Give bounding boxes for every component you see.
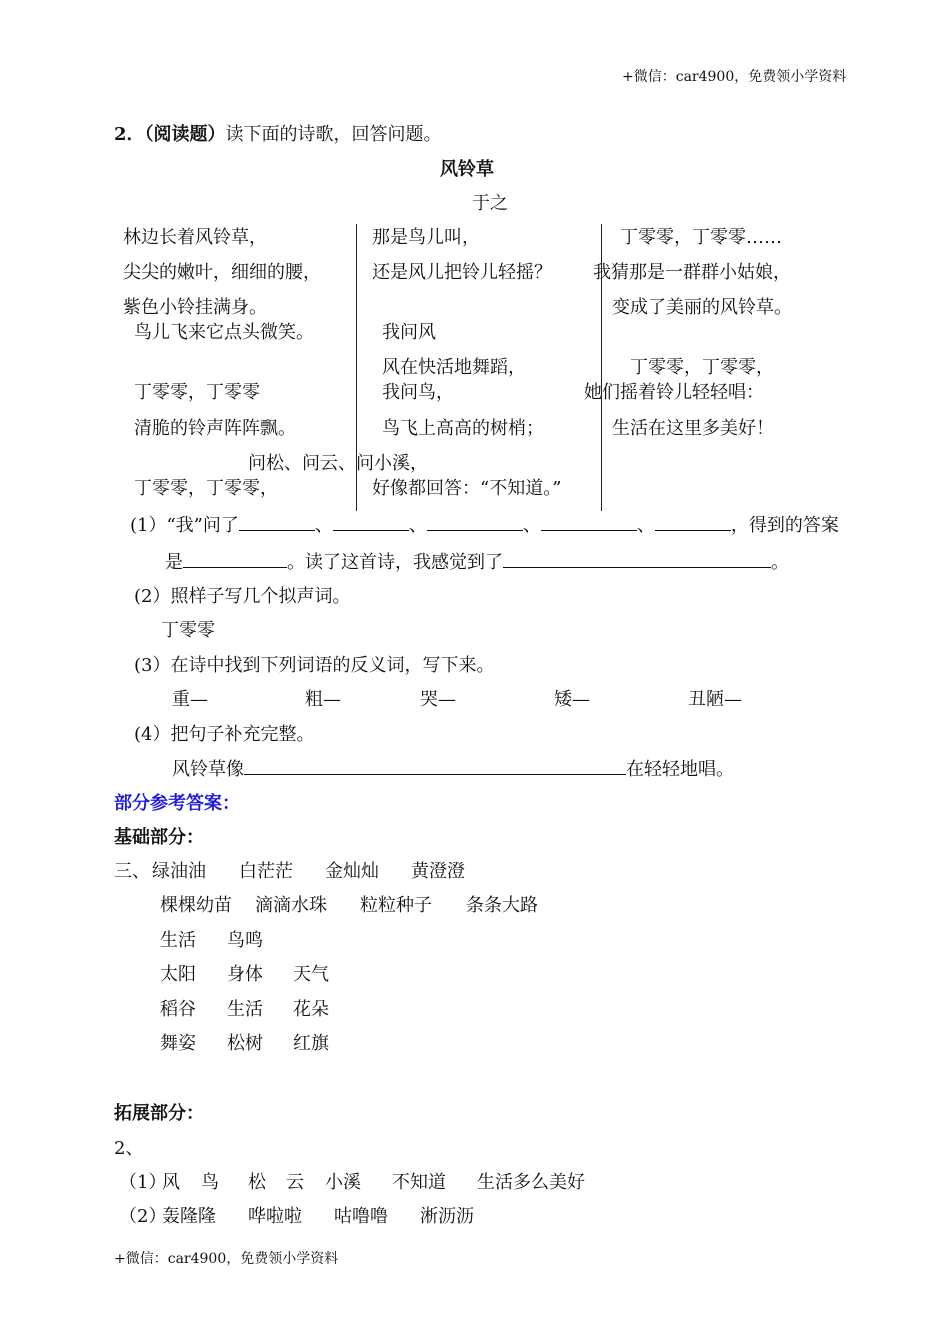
answer-word: 白茫茫 — [239, 861, 293, 882]
answer-blank[interactable] — [541, 514, 637, 531]
answer-word: 太阳 — [160, 964, 196, 985]
answer-word: 红旗 — [293, 1033, 329, 1054]
poem-title: 风铃草 — [440, 159, 494, 180]
sub-question-3: (3）在诗中找到下列词语的反义词，写下来。 — [134, 655, 495, 676]
ext-label: （1） — [119, 1172, 167, 1193]
antonym-item: 重— — [172, 689, 208, 710]
poem-line: 好像都回答：“不知道。” — [372, 478, 562, 499]
q1-text-a: (1）“我”问了 — [130, 515, 239, 536]
poem-line: 我问风 — [382, 322, 436, 343]
poem-line: 我猜那是一群群小姑娘， — [593, 262, 791, 283]
answer-word: 身体 — [227, 964, 263, 985]
answer-word: 鸟 — [201, 1172, 219, 1193]
poem-line: 我问鸟， — [382, 382, 454, 403]
footer-note: +微信：car4900，免费领小学资料 — [114, 1251, 339, 1267]
poem-line: 还是风儿把铃儿轻摇？ — [372, 262, 552, 283]
poem-author: 于之 — [472, 193, 508, 214]
answer-word: 黄澄澄 — [411, 861, 465, 882]
question-number: 2． — [114, 124, 145, 145]
extension-number: 2、 — [114, 1138, 144, 1159]
q4-text-b: 在轻轻地唱。 — [626, 759, 734, 780]
q1-sep: 、 — [522, 515, 541, 536]
basic-prefix: 三、 — [114, 861, 150, 882]
answer-word: 粒粒种子 — [360, 895, 432, 916]
answer-word: 花朵 — [293, 999, 329, 1020]
sub-question-1-cont — [165, 551, 789, 574]
poem-line: 丁零零，丁零零…… — [620, 227, 782, 248]
sub-question-2: (2）照样子写几个拟声词。 — [134, 586, 351, 607]
antonym-item: 粗— — [305, 689, 341, 710]
answer-blank[interactable] — [239, 514, 315, 531]
answer-blank[interactable] — [427, 514, 523, 531]
poem-line: 她们摇着铃儿轻轻唱： — [584, 382, 764, 403]
poem-line: 风在快活地舞蹈， — [382, 357, 526, 378]
answer-word: 生活 — [227, 999, 263, 1020]
answer-word: 稻谷 — [160, 999, 196, 1020]
q2-example: 丁零零 — [161, 620, 215, 641]
extension-heading: 拓展部分： — [114, 1103, 204, 1124]
answer-blank[interactable] — [655, 514, 731, 531]
antonym-item: 矮— — [554, 689, 590, 710]
q4-sentence — [172, 758, 734, 781]
antonym-item: 哭— — [420, 689, 456, 710]
ext-label: （2） — [119, 1206, 167, 1227]
answer-word: 轰隆隆 — [162, 1206, 216, 1227]
antonym-item: 丑陋— — [688, 689, 742, 710]
question-title — [114, 124, 442, 146]
answer-word: 松 — [248, 1172, 266, 1193]
answer-word: 天气 — [293, 964, 329, 985]
answer-word: 风 — [162, 1172, 180, 1193]
poem-line: 那是鸟儿叫， — [372, 227, 480, 248]
answer-word: 鸟鸣 — [227, 930, 263, 951]
poem-line: 尖尖的嫩叶，细细的腰， — [123, 262, 321, 283]
sub-question-1 — [130, 514, 839, 537]
answer-blank[interactable] — [183, 551, 287, 568]
basic-heading: 基础部分： — [114, 827, 204, 848]
answer-word: 绿油油 — [152, 861, 206, 882]
answer-word: 滴滴水珠 — [255, 895, 327, 916]
answer-word: 舞姿 — [160, 1033, 196, 1054]
question-tag: （阅读题） — [144, 124, 226, 145]
answer-word: 条条大路 — [466, 895, 538, 916]
q1-sep: 、 — [314, 515, 333, 536]
poem-line: 问松、问云、问小溪， — [248, 453, 428, 474]
answer-word: 生活 — [160, 930, 196, 951]
answer-word: 哗啦啦 — [248, 1206, 302, 1227]
answer-word: 小溪 — [325, 1172, 361, 1193]
answer-blank[interactable] — [333, 514, 409, 531]
poem-line: 清脆的铃声阵阵飘。 — [134, 418, 296, 439]
q1-sep: 、 — [636, 515, 655, 536]
q1-end: 。 — [771, 552, 789, 573]
poem-line: 鸟飞上高高的树梢； — [382, 418, 544, 439]
q1-text-b: ，得到的答案 — [730, 515, 839, 536]
answer-word: 金灿灿 — [325, 861, 379, 882]
answer-word: 淅沥沥 — [420, 1206, 474, 1227]
answer-word: 不知道 — [392, 1172, 446, 1193]
q1-sep: 、 — [408, 515, 427, 536]
q4-text-a: 风铃草像 — [172, 759, 244, 780]
question-prompt: 读下面的诗歌，回答问题。 — [225, 124, 442, 145]
answer-blank[interactable] — [244, 758, 626, 775]
poem-line: 丁零零，丁零零 — [134, 382, 260, 403]
answer-word: 棵棵幼苗 — [160, 895, 232, 916]
header-note: +微信：car4900，免费领小学资料 — [622, 69, 847, 85]
poem-line: 丁零零，丁零零， — [134, 478, 278, 499]
poem-line: 鸟儿飞来它点头微笑。 — [134, 322, 314, 343]
sub-question-4: (4）把句子补充完整。 — [134, 724, 315, 745]
poem-line: 紫色小铃挂满身。 — [123, 297, 267, 318]
answer-word: 松树 — [227, 1033, 263, 1054]
q1-text-c: 是 — [165, 552, 183, 573]
answer-word: 咕噜噜 — [334, 1206, 388, 1227]
answers-heading: 部分参考答案： — [114, 793, 240, 814]
answer-word: 云 — [286, 1172, 304, 1193]
answer-blank[interactable] — [503, 551, 771, 568]
poem-line: 林边长着风铃草， — [123, 227, 267, 248]
poem-line: 丁零零，丁零零， — [630, 357, 774, 378]
q1-text-d: 。读了这首诗，我感觉到了 — [287, 552, 503, 573]
poem-line: 生活在这里多美好！ — [612, 418, 774, 439]
answer-word: 生活多么美好 — [477, 1172, 585, 1193]
poem-line: 变成了美丽的风铃草。 — [612, 297, 792, 318]
